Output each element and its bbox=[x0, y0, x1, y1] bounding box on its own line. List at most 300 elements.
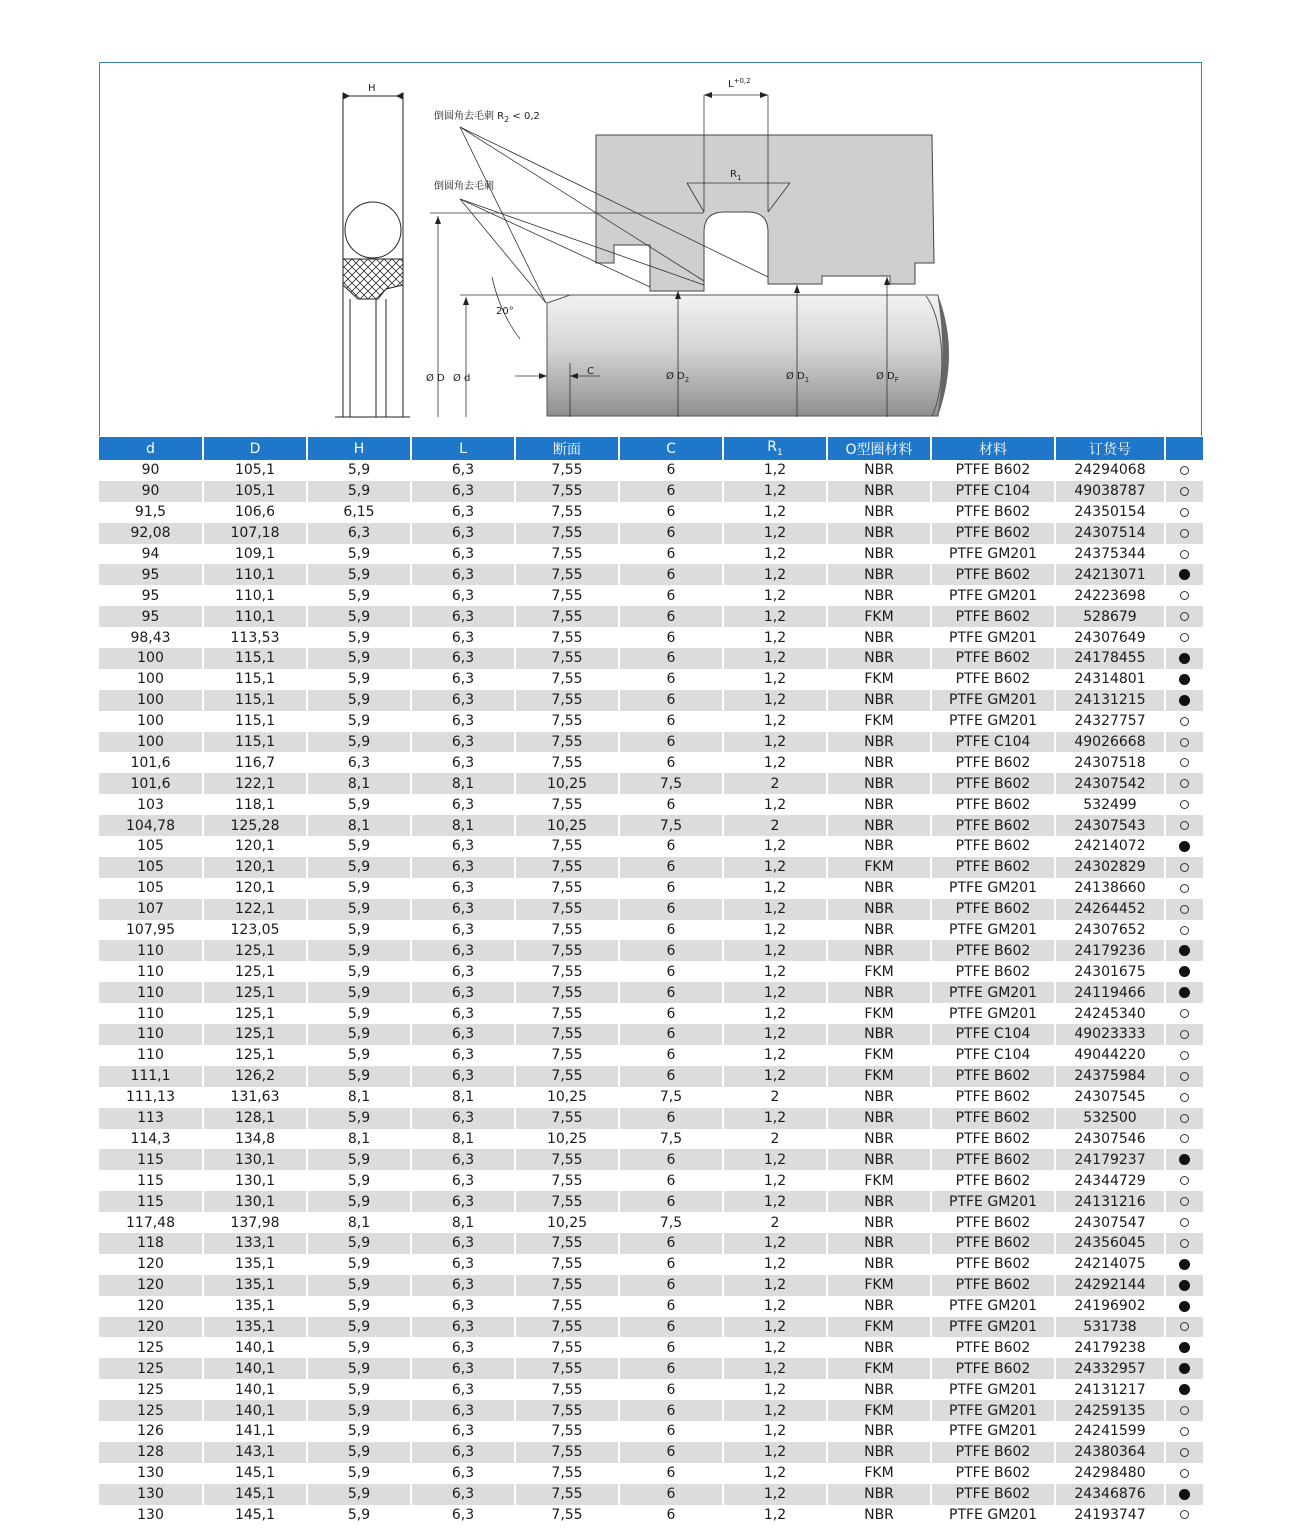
cell-L: 6,3 bbox=[411, 481, 515, 502]
cell-C: 6 bbox=[619, 1003, 723, 1024]
cell-C: 6 bbox=[619, 627, 723, 648]
parts-table bbox=[99, 437, 1203, 1525]
cell-cross-section: 7,55 bbox=[515, 585, 619, 606]
cell-d: 95 bbox=[99, 606, 203, 627]
cell-H: 8,1 bbox=[307, 773, 411, 794]
cell-cross-section: 10,25 bbox=[515, 1129, 619, 1150]
cell-stock-indicator bbox=[1165, 1003, 1203, 1024]
cell-L: 8,1 bbox=[411, 1087, 515, 1108]
cell-material: PTFE B602 bbox=[931, 460, 1055, 481]
cell-stock-indicator bbox=[1165, 1317, 1203, 1338]
cell-R1: 1,2 bbox=[723, 1149, 827, 1170]
cell-H: 5,9 bbox=[307, 460, 411, 481]
open-circle-icon bbox=[1180, 1114, 1189, 1123]
cell-order-number: 24327757 bbox=[1055, 711, 1165, 732]
cell-R1: 1,2 bbox=[723, 1066, 827, 1087]
cell-cross-section: 7,55 bbox=[515, 648, 619, 669]
cell-material: PTFE B602 bbox=[931, 794, 1055, 815]
table-row bbox=[99, 857, 1203, 878]
cell-D: 110,1 bbox=[203, 585, 307, 606]
cell-d: 115 bbox=[99, 1170, 203, 1191]
cell-H: 5,9 bbox=[307, 711, 411, 732]
cell-stock-indicator bbox=[1165, 1275, 1203, 1296]
table-row bbox=[99, 1421, 1203, 1442]
cell-material: PTFE B602 bbox=[931, 1337, 1055, 1358]
table-row bbox=[99, 1317, 1203, 1338]
cell-H: 8,1 bbox=[307, 1212, 411, 1233]
cell-C: 7,5 bbox=[619, 1087, 723, 1108]
cell-D: 137,98 bbox=[203, 1212, 307, 1233]
cell-d: 115 bbox=[99, 1191, 203, 1212]
open-circle-icon bbox=[1180, 1406, 1189, 1415]
cell-material: PTFE GM201 bbox=[931, 920, 1055, 941]
cell-L: 6,3 bbox=[411, 1296, 515, 1317]
table-row bbox=[99, 544, 1203, 565]
cell-L: 6,3 bbox=[411, 1149, 515, 1170]
filled-circle-icon bbox=[1179, 1259, 1190, 1270]
cell-H: 8,1 bbox=[307, 815, 411, 836]
cell-C: 7,5 bbox=[619, 815, 723, 836]
cell-D: 115,1 bbox=[203, 690, 307, 711]
open-circle-icon bbox=[1180, 591, 1189, 600]
cell-d: 95 bbox=[99, 585, 203, 606]
cell-H: 5,9 bbox=[307, 1421, 411, 1442]
cell-order-number: 24196902 bbox=[1055, 1296, 1165, 1317]
cell-d: 110 bbox=[99, 940, 203, 961]
cell-D: 105,1 bbox=[203, 460, 307, 481]
cell-oring-material: FKM bbox=[827, 669, 931, 690]
table-row bbox=[99, 1254, 1203, 1275]
cell-material: PTFE B602 bbox=[931, 857, 1055, 878]
cell-D: 115,1 bbox=[203, 732, 307, 753]
cell-C: 6 bbox=[619, 1484, 723, 1505]
open-circle-icon bbox=[1180, 800, 1189, 809]
cell-D: 140,1 bbox=[203, 1379, 307, 1400]
cell-C: 6 bbox=[619, 899, 723, 920]
cell-D: 116,7 bbox=[203, 752, 307, 773]
cell-R1: 1,2 bbox=[723, 669, 827, 690]
open-circle-icon bbox=[1180, 550, 1189, 559]
cell-material: PTFE B602 bbox=[931, 1275, 1055, 1296]
cell-material: PTFE GM201 bbox=[931, 878, 1055, 899]
cell-R1: 1,2 bbox=[723, 940, 827, 961]
cell-L: 6,3 bbox=[411, 606, 515, 627]
cell-material: PTFE GM201 bbox=[931, 1296, 1055, 1317]
cell-C: 6 bbox=[619, 1254, 723, 1275]
cell-D: 120,1 bbox=[203, 857, 307, 878]
cell-oring-material: FKM bbox=[827, 961, 931, 982]
cell-C: 6 bbox=[619, 1400, 723, 1421]
cell-D: 120,1 bbox=[203, 836, 307, 857]
open-circle-icon bbox=[1180, 1030, 1189, 1039]
cell-order-number: 531738 bbox=[1055, 1317, 1165, 1338]
cell-D: 109,1 bbox=[203, 544, 307, 565]
cell-material: PTFE C104 bbox=[931, 1045, 1055, 1066]
cell-oring-material: NBR bbox=[827, 920, 931, 941]
cell-L: 6,3 bbox=[411, 1003, 515, 1024]
cell-C: 6 bbox=[619, 878, 723, 899]
cell-cross-section: 7,55 bbox=[515, 627, 619, 648]
header-d: d bbox=[99, 437, 203, 460]
cell-D: 131,63 bbox=[203, 1087, 307, 1108]
cell-material: PTFE B602 bbox=[931, 1108, 1055, 1129]
open-circle-icon bbox=[1180, 926, 1189, 935]
table-row bbox=[99, 690, 1203, 711]
cell-D: 106,6 bbox=[203, 502, 307, 523]
cell-stock-indicator bbox=[1165, 1379, 1203, 1400]
cell-d: 125 bbox=[99, 1358, 203, 1379]
cell-D: 122,1 bbox=[203, 899, 307, 920]
table-row bbox=[99, 940, 1203, 961]
cell-oring-material: FKM bbox=[827, 606, 931, 627]
table-row bbox=[99, 836, 1203, 857]
cell-L: 8,1 bbox=[411, 773, 515, 794]
cell-C: 6 bbox=[619, 1296, 723, 1317]
cell-order-number: 49044220 bbox=[1055, 1045, 1165, 1066]
filled-circle-icon bbox=[1179, 841, 1190, 852]
cell-H: 5,9 bbox=[307, 940, 411, 961]
cell-material: PTFE GM201 bbox=[931, 627, 1055, 648]
cell-C: 6 bbox=[619, 1024, 723, 1045]
cell-R1: 1,2 bbox=[723, 627, 827, 648]
cell-H: 6,3 bbox=[307, 523, 411, 544]
cell-d: 130 bbox=[99, 1505, 203, 1526]
cell-H: 5,9 bbox=[307, 627, 411, 648]
open-circle-icon bbox=[1180, 633, 1189, 642]
cell-D: 135,1 bbox=[203, 1254, 307, 1275]
cell-d: 95 bbox=[99, 564, 203, 585]
cell-stock-indicator bbox=[1165, 1337, 1203, 1358]
cell-H: 5,9 bbox=[307, 1275, 411, 1296]
cell-order-number: 24294068 bbox=[1055, 460, 1165, 481]
cell-H: 5,9 bbox=[307, 899, 411, 920]
cell-oring-material: FKM bbox=[827, 1358, 931, 1379]
cell-C: 6 bbox=[619, 1191, 723, 1212]
cell-stock-indicator bbox=[1165, 564, 1203, 585]
cell-oring-material: NBR bbox=[827, 732, 931, 753]
cell-D: 140,1 bbox=[203, 1400, 307, 1421]
cell-material: PTFE B602 bbox=[931, 815, 1055, 836]
cell-order-number: 24307652 bbox=[1055, 920, 1165, 941]
cell-stock-indicator bbox=[1165, 1296, 1203, 1317]
cell-cross-section: 7,55 bbox=[515, 606, 619, 627]
cell-material: PTFE B602 bbox=[931, 940, 1055, 961]
cell-C: 6 bbox=[619, 1066, 723, 1087]
cell-stock-indicator bbox=[1165, 1024, 1203, 1045]
cell-d: 130 bbox=[99, 1484, 203, 1505]
seal-cross-section-diagram bbox=[100, 63, 1202, 436]
cell-H: 5,9 bbox=[307, 564, 411, 585]
cell-order-number: 24223698 bbox=[1055, 585, 1165, 606]
cell-order-number: 24302829 bbox=[1055, 857, 1165, 878]
cell-D: 115,1 bbox=[203, 648, 307, 669]
cell-material: PTFE B602 bbox=[931, 1463, 1055, 1484]
cell-R1: 2 bbox=[723, 1212, 827, 1233]
cell-D: 125,1 bbox=[203, 961, 307, 982]
header-order-number: 订货号 bbox=[1055, 437, 1165, 460]
open-circle-icon bbox=[1180, 529, 1189, 538]
cell-material: PTFE B602 bbox=[931, 752, 1055, 773]
cell-d: 103 bbox=[99, 794, 203, 815]
cell-material: PTFE GM201 bbox=[931, 690, 1055, 711]
cell-H: 5,9 bbox=[307, 1296, 411, 1317]
cell-d: 90 bbox=[99, 481, 203, 502]
cell-D: 125,1 bbox=[203, 940, 307, 961]
cell-cross-section: 10,25 bbox=[515, 815, 619, 836]
cell-C: 6 bbox=[619, 1337, 723, 1358]
cell-L: 6,3 bbox=[411, 752, 515, 773]
table-row bbox=[99, 1045, 1203, 1066]
open-circle-icon bbox=[1180, 1239, 1189, 1248]
cell-order-number: 24193747 bbox=[1055, 1505, 1165, 1526]
open-circle-icon bbox=[1180, 1510, 1189, 1519]
cell-R1: 1,2 bbox=[723, 1296, 827, 1317]
cell-d: 111,1 bbox=[99, 1066, 203, 1087]
open-circle-icon bbox=[1180, 863, 1189, 872]
cell-C: 6 bbox=[619, 648, 723, 669]
cell-R1: 1,2 bbox=[723, 878, 827, 899]
cell-stock-indicator bbox=[1165, 1212, 1203, 1233]
cell-d: 110 bbox=[99, 1045, 203, 1066]
cell-C: 6 bbox=[619, 1233, 723, 1254]
cell-L: 6,3 bbox=[411, 961, 515, 982]
cell-H: 5,9 bbox=[307, 1442, 411, 1463]
cell-L: 6,3 bbox=[411, 648, 515, 669]
cell-material: PTFE B602 bbox=[931, 1087, 1055, 1108]
cell-cross-section: 10,25 bbox=[515, 773, 619, 794]
cell-H: 5,9 bbox=[307, 878, 411, 899]
cell-cross-section: 10,25 bbox=[515, 1087, 619, 1108]
cell-oring-material: NBR bbox=[827, 836, 931, 857]
table-row bbox=[99, 1066, 1203, 1087]
cell-H: 5,9 bbox=[307, 857, 411, 878]
cell-d: 120 bbox=[99, 1254, 203, 1275]
cell-R1: 1,2 bbox=[723, 1421, 827, 1442]
cell-D: 130,1 bbox=[203, 1149, 307, 1170]
cell-C: 6 bbox=[619, 1358, 723, 1379]
open-circle-icon bbox=[1180, 1197, 1189, 1206]
cell-oring-material: NBR bbox=[827, 1024, 931, 1045]
cell-material: PTFE B602 bbox=[931, 606, 1055, 627]
cell-H: 5,9 bbox=[307, 1400, 411, 1421]
cell-cross-section: 7,55 bbox=[515, 711, 619, 732]
cell-H: 8,1 bbox=[307, 1087, 411, 1108]
cell-L: 8,1 bbox=[411, 1212, 515, 1233]
cell-H: 5,9 bbox=[307, 1317, 411, 1338]
open-circle-icon bbox=[1180, 738, 1189, 747]
cell-cross-section: 7,55 bbox=[515, 1379, 619, 1400]
cell-oring-material: NBR bbox=[827, 1421, 931, 1442]
cell-D: 145,1 bbox=[203, 1505, 307, 1526]
cell-order-number: 24307543 bbox=[1055, 815, 1165, 836]
cell-d: 110 bbox=[99, 961, 203, 982]
cell-C: 6 bbox=[619, 920, 723, 941]
table-row bbox=[99, 711, 1203, 732]
cell-L: 6,3 bbox=[411, 1442, 515, 1463]
cell-L: 6,3 bbox=[411, 1463, 515, 1484]
cell-L: 6,3 bbox=[411, 1066, 515, 1087]
cell-d: 130 bbox=[99, 1463, 203, 1484]
cell-C: 6 bbox=[619, 1170, 723, 1191]
cell-order-number: 24314801 bbox=[1055, 669, 1165, 690]
cell-stock-indicator bbox=[1165, 711, 1203, 732]
cell-H: 5,9 bbox=[307, 1358, 411, 1379]
chamfer-C-label: C bbox=[587, 366, 594, 377]
cell-D: 145,1 bbox=[203, 1484, 307, 1505]
table-row bbox=[99, 564, 1203, 585]
cell-stock-indicator bbox=[1165, 815, 1203, 836]
cell-cross-section: 7,55 bbox=[515, 669, 619, 690]
cell-L: 6,3 bbox=[411, 1505, 515, 1526]
cell-cross-section: 7,55 bbox=[515, 690, 619, 711]
cell-order-number: 24213071 bbox=[1055, 564, 1165, 585]
rod bbox=[547, 295, 949, 416]
dimension-L-label: $L^{+0,2}$ bbox=[728, 77, 751, 90]
cell-d: 110 bbox=[99, 1003, 203, 1024]
cell-cross-section: 7,55 bbox=[515, 752, 619, 773]
cell-order-number: 24138660 bbox=[1055, 878, 1165, 899]
cell-cross-section: 7,55 bbox=[515, 1045, 619, 1066]
cell-oring-material: NBR bbox=[827, 773, 931, 794]
cell-cross-section: 7,55 bbox=[515, 1170, 619, 1191]
cell-stock-indicator bbox=[1165, 648, 1203, 669]
table-row bbox=[99, 1442, 1203, 1463]
cell-L: 6,3 bbox=[411, 502, 515, 523]
cell-stock-indicator bbox=[1165, 1191, 1203, 1212]
cell-C: 6 bbox=[619, 794, 723, 815]
cell-D: 125,1 bbox=[203, 1024, 307, 1045]
cell-C: 6 bbox=[619, 585, 723, 606]
cell-cross-section: 7,55 bbox=[515, 1358, 619, 1379]
open-circle-icon bbox=[1180, 1218, 1189, 1227]
cell-C: 6 bbox=[619, 564, 723, 585]
cell-D: 135,1 bbox=[203, 1275, 307, 1296]
cell-H: 5,9 bbox=[307, 1024, 411, 1045]
table-header-row bbox=[99, 437, 1203, 460]
filled-circle-icon bbox=[1179, 674, 1190, 685]
cell-R1: 2 bbox=[723, 1129, 827, 1150]
cell-H: 5,9 bbox=[307, 1108, 411, 1129]
cell-H: 5,9 bbox=[307, 1233, 411, 1254]
cell-stock-indicator bbox=[1165, 1066, 1203, 1087]
cell-C: 6 bbox=[619, 1317, 723, 1338]
cell-order-number: 24292144 bbox=[1055, 1275, 1165, 1296]
open-circle-icon bbox=[1180, 1072, 1189, 1081]
cell-R1: 1,2 bbox=[723, 544, 827, 565]
cell-d: 101,6 bbox=[99, 773, 203, 794]
cell-oring-material: NBR bbox=[827, 752, 931, 773]
cell-stock-indicator bbox=[1165, 1505, 1203, 1526]
cell-L: 6,3 bbox=[411, 732, 515, 753]
cell-oring-material: NBR bbox=[827, 1296, 931, 1317]
cell-order-number: 24346876 bbox=[1055, 1484, 1165, 1505]
cell-D: 133,1 bbox=[203, 1233, 307, 1254]
open-circle-icon bbox=[1180, 821, 1189, 830]
cell-stock-indicator bbox=[1165, 1442, 1203, 1463]
cell-order-number: 532500 bbox=[1055, 1108, 1165, 1129]
cell-H: 5,9 bbox=[307, 982, 411, 1003]
cell-cross-section: 7,55 bbox=[515, 1024, 619, 1045]
table-row bbox=[99, 606, 1203, 627]
cell-D: 115,1 bbox=[203, 669, 307, 690]
cell-d: 105 bbox=[99, 878, 203, 899]
cell-R1: 1,2 bbox=[723, 1442, 827, 1463]
cell-stock-indicator bbox=[1165, 1463, 1203, 1484]
cell-oring-material: NBR bbox=[827, 815, 931, 836]
header-H: H bbox=[307, 437, 411, 460]
cell-C: 6 bbox=[619, 1463, 723, 1484]
cell-oring-material: FKM bbox=[827, 1400, 931, 1421]
cell-order-number: 24307546 bbox=[1055, 1129, 1165, 1150]
deburr-label: 倒圆角去毛刺 bbox=[434, 181, 494, 192]
cell-d: 125 bbox=[99, 1379, 203, 1400]
cell-L: 6,3 bbox=[411, 1358, 515, 1379]
cell-R1: 1,2 bbox=[723, 899, 827, 920]
cell-C: 6 bbox=[619, 982, 723, 1003]
cell-H: 5,9 bbox=[307, 481, 411, 502]
open-circle-icon bbox=[1180, 1469, 1189, 1478]
cell-oring-material: NBR bbox=[827, 899, 931, 920]
cell-H: 5,9 bbox=[307, 1463, 411, 1484]
cell-C: 6 bbox=[619, 690, 723, 711]
cell-D: 135,1 bbox=[203, 1317, 307, 1338]
cell-C: 6 bbox=[619, 1149, 723, 1170]
cell-stock-indicator bbox=[1165, 920, 1203, 941]
cell-C: 6 bbox=[619, 1045, 723, 1066]
cell-R1: 1,2 bbox=[723, 1358, 827, 1379]
cell-C: 6 bbox=[619, 606, 723, 627]
cell-material: PTFE B602 bbox=[931, 1149, 1055, 1170]
cell-stock-indicator bbox=[1165, 523, 1203, 544]
cell-L: 8,1 bbox=[411, 1129, 515, 1150]
cell-order-number: 24214075 bbox=[1055, 1254, 1165, 1275]
cell-stock-indicator bbox=[1165, 544, 1203, 565]
cell-L: 6,3 bbox=[411, 711, 515, 732]
table-row bbox=[99, 1024, 1203, 1045]
cell-R1: 1,2 bbox=[723, 1170, 827, 1191]
cell-material: PTFE GM201 bbox=[931, 1505, 1055, 1526]
cell-d: 107,95 bbox=[99, 920, 203, 941]
cell-cross-section: 7,55 bbox=[515, 1317, 619, 1338]
cell-L: 6,3 bbox=[411, 1379, 515, 1400]
table-row bbox=[99, 794, 1203, 815]
cell-D: 125,28 bbox=[203, 815, 307, 836]
cell-oring-material: NBR bbox=[827, 564, 931, 585]
cell-cross-section: 7,55 bbox=[515, 564, 619, 585]
cell-stock-indicator bbox=[1165, 502, 1203, 523]
open-circle-icon bbox=[1180, 1134, 1189, 1143]
cell-H: 5,9 bbox=[307, 1170, 411, 1191]
cell-stock-indicator bbox=[1165, 1129, 1203, 1150]
cell-oring-material: FKM bbox=[827, 1045, 931, 1066]
cell-L: 6,3 bbox=[411, 1337, 515, 1358]
cell-order-number: 528679 bbox=[1055, 606, 1165, 627]
cell-C: 6 bbox=[619, 460, 723, 481]
cell-order-number: 24307514 bbox=[1055, 523, 1165, 544]
diameter-D-label: Ø D bbox=[426, 373, 445, 384]
cell-L: 6,3 bbox=[411, 1170, 515, 1191]
cell-material: PTFE GM201 bbox=[931, 1421, 1055, 1442]
cell-L: 6,3 bbox=[411, 523, 515, 544]
cell-C: 6 bbox=[619, 732, 723, 753]
cell-L: 6,3 bbox=[411, 1108, 515, 1129]
cell-material: PTFE GM201 bbox=[931, 982, 1055, 1003]
cell-cross-section: 7,55 bbox=[515, 794, 619, 815]
cell-order-number: 24245340 bbox=[1055, 1003, 1165, 1024]
cell-cross-section: 7,55 bbox=[515, 1275, 619, 1296]
cell-C: 6 bbox=[619, 523, 723, 544]
filled-circle-icon bbox=[1179, 1154, 1190, 1165]
